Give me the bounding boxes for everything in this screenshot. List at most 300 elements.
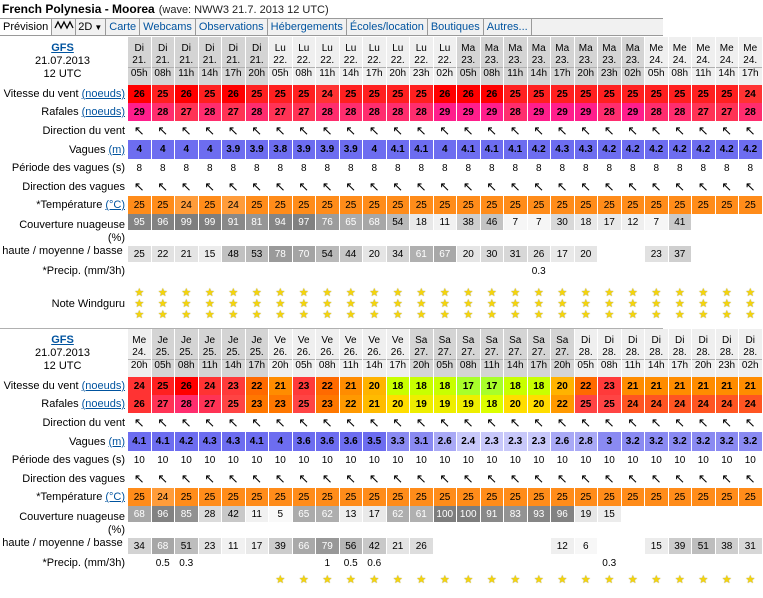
forecast-cell — [692, 280, 716, 328]
forecast-cell: 8 — [645, 159, 669, 177]
forecast-cell: 3.1 — [410, 432, 434, 451]
model-run: 12 UTC — [43, 359, 82, 372]
forecast-cell: 25 — [246, 85, 270, 103]
forecast-cell: 25 — [316, 196, 340, 214]
forecast-cell: 3.9 — [340, 140, 364, 159]
star-icon: ★ — [604, 286, 615, 299]
day-date: 24. — [719, 54, 734, 66]
forecast-cell: 17 — [363, 506, 387, 522]
star-icon: ★ — [251, 286, 262, 299]
star-icon: ★ — [416, 297, 427, 310]
unit-link[interactable]: (noeuds) — [81, 398, 125, 410]
time-column-header — [152, 37, 176, 85]
day-name: Di — [651, 334, 661, 346]
row-cells — [128, 451, 763, 469]
forecast-cell — [669, 522, 693, 538]
forecast-cell: 4.1 — [481, 140, 505, 159]
day-date: 28. — [719, 346, 734, 358]
arrow-direction-icon: ↖ — [533, 415, 545, 430]
arrow-direction-icon: ↖ — [721, 471, 733, 486]
forecast-cell: 4.2 — [175, 432, 199, 451]
arrow-direction-icon: ↖ — [650, 471, 662, 486]
forecast-cell: 28 — [669, 103, 693, 121]
forecast-cell: 18 — [504, 377, 528, 395]
row-label-text: Rafales — [41, 106, 79, 118]
forecast-cell: 4.1 — [246, 432, 270, 451]
star-icon: ★ — [674, 573, 685, 586]
forecast-cell: 10 — [222, 451, 246, 469]
row-cells — [128, 432, 763, 451]
tab-carte[interactable] — [106, 19, 140, 35]
star-icon: ★ — [627, 573, 638, 586]
forecast-cell — [410, 230, 434, 246]
unit-link[interactable]: (°C) — [105, 199, 125, 211]
forecast-cell: 25 — [575, 196, 599, 214]
unit-link[interactable]: (m) — [108, 143, 125, 156]
row-cells — [128, 413, 763, 432]
star-icon: ★ — [157, 297, 168, 310]
forecast-cell — [645, 230, 669, 246]
forecast-cell: 25 — [293, 395, 317, 413]
day-name: Di — [181, 42, 191, 54]
unit-link[interactable]: (°C) — [105, 491, 125, 503]
window-title — [0, 0, 663, 18]
arrow-direction-icon: ↖ — [227, 179, 239, 194]
row-label — [0, 177, 128, 196]
time-column-header — [551, 37, 575, 85]
day-date: 28. — [578, 346, 593, 358]
hour: 23h — [598, 67, 621, 80]
forecast-cell: 95 — [128, 214, 152, 230]
forecast-cell — [457, 121, 481, 140]
day-name: Lu — [368, 42, 380, 54]
day-name: Sa — [438, 334, 451, 346]
tab--coles-location[interactable] — [347, 19, 428, 35]
hour: 17h — [246, 359, 269, 372]
forecast-cell: 10 — [739, 451, 763, 469]
forecast-cell — [128, 262, 152, 280]
star-icon: ★ — [439, 297, 450, 310]
star-icon: ★ — [533, 308, 544, 321]
forecast-cell: 24 — [316, 85, 340, 103]
day-name: Je — [204, 334, 216, 346]
forecast-cell: 28 — [175, 395, 199, 413]
row-label — [0, 554, 128, 572]
forecast-cell: 29 — [622, 103, 646, 121]
forecast-cell — [645, 554, 669, 572]
forecast-cell: 8 — [598, 159, 622, 177]
forecast-cell — [175, 177, 199, 196]
day-date: 24. — [672, 54, 687, 66]
forecast-cell: 65 — [293, 506, 317, 522]
forecast-cell: 25 — [645, 85, 669, 103]
forecast-cell: 25 — [598, 196, 622, 214]
forecast-cell: 25 — [598, 395, 622, 413]
forecast-cell: 8 — [293, 159, 317, 177]
forecast-cell — [293, 572, 317, 588]
forecast-cell: 10 — [316, 451, 340, 469]
arrow-direction-icon: ↖ — [439, 471, 451, 486]
arrow-direction-icon: ↖ — [204, 123, 216, 138]
day-date: 21. — [249, 54, 264, 66]
arrow-direction-icon: ↖ — [298, 123, 310, 138]
forecast-cell — [269, 121, 293, 140]
star-icon: ★ — [298, 308, 309, 321]
forecast-cell: 97 — [293, 214, 317, 230]
star-icon: ★ — [369, 308, 380, 321]
forecast-cell: 4.2 — [528, 140, 552, 159]
forecast-cell: 25 — [269, 196, 293, 214]
forecast-cell: 25 — [622, 85, 646, 103]
wave-icon — [55, 21, 73, 33]
forecast-cell — [199, 572, 223, 588]
arrow-direction-icon: ↖ — [674, 471, 686, 486]
arrow-direction-icon: ↖ — [227, 123, 239, 138]
forecast-cell: 4.2 — [622, 140, 646, 159]
arrow-direction-icon: ↖ — [744, 415, 756, 430]
hour: 08h — [293, 67, 316, 80]
forecast-cell: 24 — [128, 377, 152, 395]
forecast-cell — [739, 506, 763, 522]
forecast-cell — [434, 572, 458, 588]
tab-webcams[interactable] — [140, 19, 196, 35]
forecast-cell — [669, 413, 693, 432]
arrow-direction-icon: ↖ — [509, 123, 521, 138]
forecast-cell — [551, 572, 575, 588]
wave-period-row — [0, 159, 754, 177]
arrow-direction-icon: ↖ — [204, 179, 216, 194]
forecast-cell — [222, 177, 246, 196]
wind-direction-row — [0, 413, 756, 432]
forecast-cell: 8 — [246, 159, 270, 177]
wind-direction-row — [0, 121, 756, 140]
day-date: 22. — [367, 54, 382, 66]
forecast-cell — [716, 280, 740, 328]
forecast-cell — [222, 554, 246, 572]
day-date: 26. — [367, 346, 382, 358]
forecast-cell — [340, 413, 364, 432]
time-column-header — [716, 37, 740, 85]
forecast-cell — [340, 262, 364, 280]
forecast-cell — [152, 572, 176, 588]
hour: 14h — [340, 67, 363, 80]
row-label-text: Vagues — [69, 435, 106, 448]
forecast-cell — [504, 554, 528, 572]
forecast-cell: 25 — [598, 85, 622, 103]
forecast-cell: 25 — [551, 196, 575, 214]
row-label-text: Rafales — [41, 398, 79, 410]
star-icon: ★ — [228, 297, 239, 310]
day-date: 25. — [202, 346, 217, 358]
forecast-cell: 25 — [363, 488, 387, 506]
time-column-header — [246, 37, 270, 85]
day-date: 28. — [625, 346, 640, 358]
forecast-cell: 20 — [575, 246, 599, 262]
tab-h-bergements[interactable] — [268, 19, 347, 35]
forecast-cell — [598, 230, 622, 246]
time-column-header — [128, 329, 152, 377]
model-link[interactable]: GFS — [51, 333, 74, 346]
day-name: Ve — [368, 334, 381, 346]
forecast-cell: 26 — [457, 85, 481, 103]
forecast-cell: 8 — [622, 159, 646, 177]
time-column-header — [645, 37, 669, 85]
forecast-cell: 10 — [669, 451, 693, 469]
forecast-cell: 26 — [528, 246, 552, 262]
forecast-cell: 25 — [293, 196, 317, 214]
row-cells — [128, 214, 763, 230]
arrow-direction-icon: ↖ — [345, 415, 357, 430]
forecast-cell: 25 — [528, 85, 552, 103]
forecast-cell — [669, 121, 693, 140]
day-name: Sa — [462, 334, 475, 346]
forecast-cell — [246, 177, 270, 196]
arrow-direction-icon: ↖ — [603, 415, 615, 430]
forecast-cell: 3.9 — [293, 140, 317, 159]
tab-observations[interactable] — [196, 19, 268, 35]
forecast-cell: 29 — [551, 103, 575, 121]
forecast-cell: 24 — [716, 395, 740, 413]
forecast-cell — [669, 572, 693, 588]
forecast-cell — [175, 469, 199, 488]
forecast-cell — [739, 413, 763, 432]
forecast-cell — [269, 554, 293, 572]
forecast-cell — [739, 246, 763, 262]
row-label-text: Direction du vent — [42, 416, 125, 429]
forecast-cell: 25 — [387, 85, 411, 103]
forecast-cell — [269, 413, 293, 432]
wind-gust-row — [0, 103, 756, 121]
forecast-cell — [128, 469, 152, 488]
forecast-cell — [128, 572, 152, 588]
arrow-direction-icon: ↖ — [533, 179, 545, 194]
tab-label: Carte — [109, 21, 137, 33]
forecast-cell: 1 — [316, 554, 340, 572]
day-date: 21. — [179, 54, 194, 66]
star-icon: ★ — [134, 308, 145, 321]
forecast-cell: 22 — [316, 377, 340, 395]
time-column-header — [269, 329, 293, 377]
row-label-text: Couverture nuageuse (%) — [19, 218, 125, 244]
forecast-cell: 25 — [175, 488, 199, 506]
cloud-cells — [128, 506, 763, 554]
forecast-cell — [622, 262, 646, 280]
hour: 14h — [363, 359, 386, 372]
temperature-row — [0, 488, 756, 506]
time-column-header — [598, 329, 622, 377]
forecast-cell: 7 — [645, 214, 669, 230]
forecast-cell: 21 — [669, 377, 693, 395]
star-icon: ★ — [627, 286, 638, 299]
forecast-cell: 3.2 — [622, 432, 646, 451]
day-date: 22. — [296, 54, 311, 66]
row-label-text: haute / moyenne / basse — [2, 244, 123, 257]
star-icon: ★ — [392, 297, 403, 310]
forecast-cell: 25 — [692, 196, 716, 214]
forecast-cell: 18 — [434, 377, 458, 395]
forecast-cell — [481, 538, 505, 554]
forecast-cell — [316, 262, 340, 280]
forecast-cell: 2.6 — [434, 432, 458, 451]
forecast-cell: 26 — [175, 377, 199, 395]
arrow-direction-icon: ↖ — [697, 123, 709, 138]
unit-link[interactable]: (noeuds) — [81, 106, 125, 118]
tab-boutiques[interactable] — [428, 19, 484, 35]
forecast-cell: 10 — [575, 451, 599, 469]
day-name: Di — [228, 42, 238, 54]
time-column-header — [222, 37, 246, 85]
forecast-cell: 8 — [222, 159, 246, 177]
forecast-cell — [528, 554, 552, 572]
forecast-cell: 20 — [363, 377, 387, 395]
forecast-cell: 10 — [716, 451, 740, 469]
arrow-direction-icon: ↖ — [321, 123, 333, 138]
forecast-cell: 12 — [551, 538, 575, 554]
forecast-cell: 20 — [551, 377, 575, 395]
forecast-cell — [622, 469, 646, 488]
forecast-cell — [716, 246, 740, 262]
star-icon: ★ — [322, 286, 333, 299]
forecast-cell: 22 — [551, 395, 575, 413]
star-icon: ★ — [721, 573, 732, 586]
day-name: Ma — [555, 42, 570, 54]
forecast-cell — [363, 413, 387, 432]
forecast-cell — [622, 121, 646, 140]
star-icon: ★ — [134, 286, 145, 299]
forecast-cell — [481, 121, 505, 140]
forecast-cell: 26 — [222, 85, 246, 103]
forecast-cell: 3.5 — [363, 432, 387, 451]
model-link[interactable]: GFS — [51, 41, 74, 54]
hour: 11h — [316, 67, 339, 80]
time-column-header — [551, 329, 575, 377]
forecast-cell: 4.2 — [716, 140, 740, 159]
forecast-cell: 2.3 — [528, 432, 552, 451]
forecast-cell: 15 — [598, 506, 622, 522]
star-icon: ★ — [251, 297, 262, 310]
arrow-direction-icon: ↖ — [603, 471, 615, 486]
arrow-direction-icon: ↖ — [509, 471, 521, 486]
tab-label: 2D — [78, 21, 93, 33]
star-icon: ★ — [345, 286, 356, 299]
unit-link[interactable]: (noeuds) — [81, 380, 125, 392]
row-cells — [128, 37, 763, 85]
star-icon: ★ — [580, 297, 591, 310]
wave-period-row — [0, 451, 756, 469]
forecast-cell: 28 — [340, 103, 364, 121]
forecast-cell — [363, 469, 387, 488]
row-label-text: Direction des vagues — [22, 180, 125, 193]
forecast-cell: 4.1 — [152, 432, 176, 451]
arrow-direction-icon: ↖ — [415, 179, 427, 194]
time-column-header — [128, 37, 152, 85]
tab-wave[interactable] — [52, 19, 76, 35]
star-icon: ★ — [510, 297, 521, 310]
forecast-cell: 54 — [316, 246, 340, 262]
forecast-cell: 25 — [269, 488, 293, 506]
unit-link[interactable]: (noeuds) — [81, 88, 125, 100]
forecast-cell — [504, 280, 528, 328]
arrow-direction-icon: ↖ — [180, 123, 192, 138]
forecast-cell: 76 — [316, 214, 340, 230]
forecast-cell: 48 — [222, 246, 246, 262]
forecast-cell — [551, 522, 575, 538]
arrow-direction-icon: ↖ — [345, 471, 357, 486]
forecast-cell: 8 — [457, 159, 481, 177]
row-label — [0, 196, 128, 214]
forecast-cell — [387, 572, 411, 588]
day-name: Lu — [439, 42, 451, 54]
forecast-cell: 99 — [199, 214, 223, 230]
day-date: 27. — [461, 346, 476, 358]
forecast-cell — [316, 121, 340, 140]
forecast-cell: 68 — [128, 506, 152, 522]
forecast-cell — [387, 554, 411, 572]
forecast-cell: 62 — [387, 506, 411, 522]
forecast-cell — [551, 177, 575, 196]
arrow-direction-icon: ↖ — [180, 415, 192, 430]
forecast-cell: 3.2 — [692, 432, 716, 451]
forecast-cell: 2.3 — [481, 432, 505, 451]
forecast-cell — [692, 554, 716, 572]
star-icon: ★ — [369, 573, 380, 586]
arrow-direction-icon: ↖ — [392, 471, 404, 486]
arrow-direction-icon: ↖ — [603, 123, 615, 138]
arrow-direction-icon: ↖ — [580, 179, 592, 194]
forecast-cell: 18 — [410, 377, 434, 395]
forecast-cell: 2.6 — [551, 432, 575, 451]
tab-autres-[interactable] — [484, 19, 532, 35]
star-icon: ★ — [604, 308, 615, 321]
forecast-cell: 24 — [175, 196, 199, 214]
day-name: Sa — [509, 334, 522, 346]
arrow-direction-icon: ↖ — [627, 179, 639, 194]
star-icon: ★ — [486, 297, 497, 310]
forecast-cell: 23 — [246, 395, 270, 413]
forecast-cell — [246, 262, 270, 280]
time-column-header — [152, 329, 176, 377]
day-name: Di — [628, 334, 638, 346]
star-icon: ★ — [651, 297, 662, 310]
forecast-cell: 25 — [622, 488, 646, 506]
forecast-cell: 24 — [152, 488, 176, 506]
tab-pr-vision[interactable] — [0, 19, 52, 35]
forecast-cell: 25 — [293, 488, 317, 506]
star-icon: ★ — [745, 308, 756, 321]
forecast-cell: 39 — [269, 538, 293, 554]
tab-2d[interactable] — [76, 19, 106, 35]
forecast-cell — [410, 121, 434, 140]
forecast-cell — [128, 413, 152, 432]
unit-link[interactable]: (m) — [108, 435, 125, 448]
hour: 14h — [716, 67, 739, 80]
forecast-cell — [316, 280, 340, 328]
row-label-text: Période des vagues (s) — [11, 162, 125, 174]
arrow-direction-icon: ↖ — [157, 415, 169, 430]
forecast-cell — [246, 469, 270, 488]
forecast-cell — [340, 469, 364, 488]
forecast-cell: 8 — [199, 159, 223, 177]
forecast-cell: 24 — [199, 377, 223, 395]
day-name: Me — [743, 42, 758, 54]
forecast-cell — [481, 230, 505, 246]
forecast-cell — [293, 413, 317, 432]
time-column-header — [504, 37, 528, 85]
forecast-cell: 11 — [434, 214, 458, 230]
tab-label: Webcams — [143, 21, 192, 33]
forecast-cell: 37 — [669, 246, 693, 262]
hour: 23h — [716, 359, 739, 372]
